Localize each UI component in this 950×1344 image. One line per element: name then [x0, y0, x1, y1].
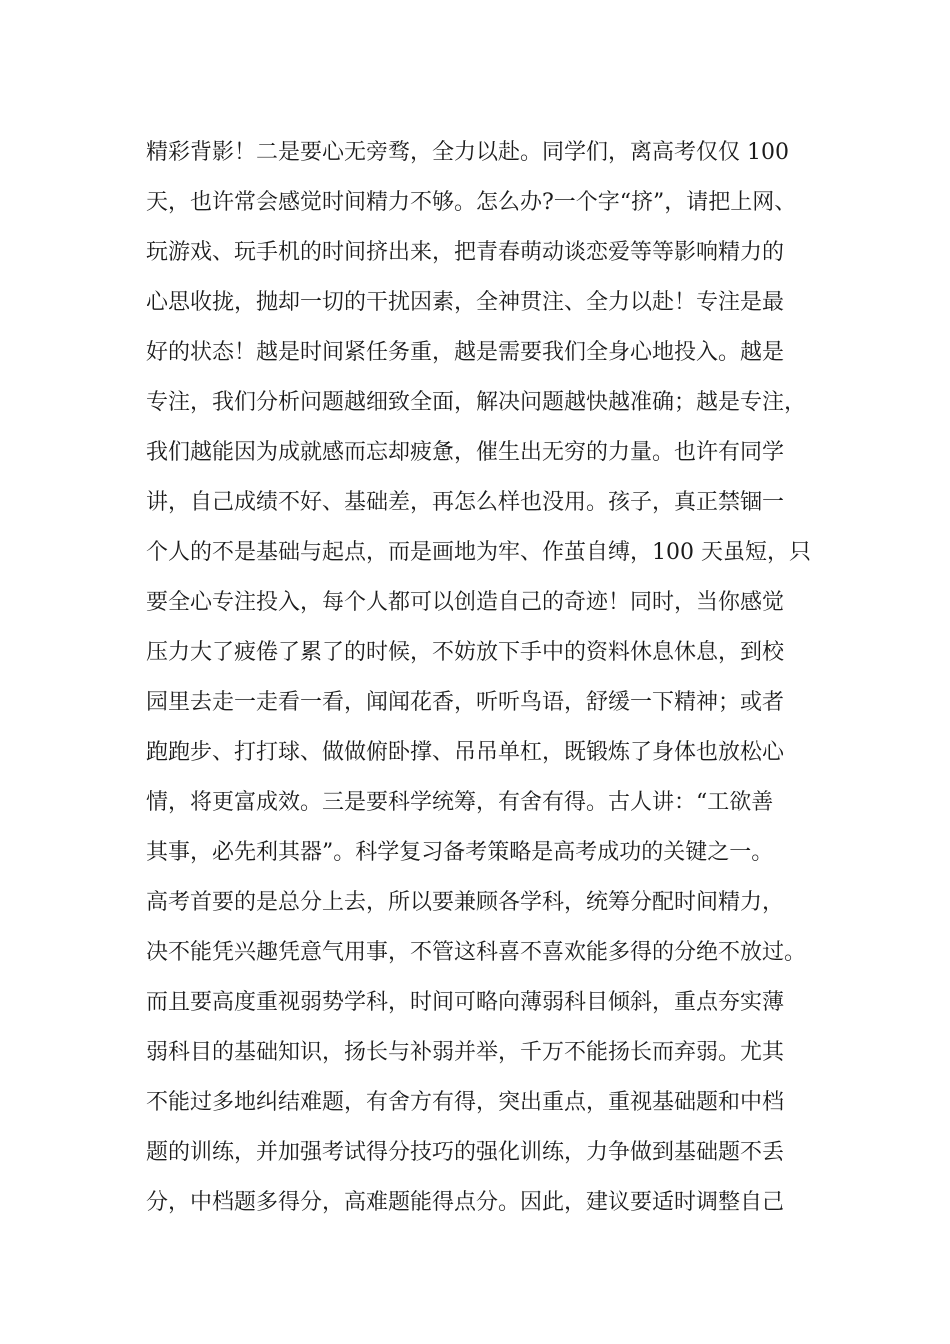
text-line: 不能过多地纠结难题，有舍方有得，突出重点，重视基础题和中档 — [146, 1090, 785, 1115]
text-line: 高考首要的是总分上去，所以要兼顾各学科，统筹分配时间精力， — [146, 890, 785, 915]
text-line: 讲，自己成绩不好、基础差，再怎么样也没用。孩子，真正禁锢一 — [146, 490, 785, 515]
text-line: 分，中档题多得分，高难题能得点分。因此，建议要适时调整自己 — [146, 1190, 785, 1215]
text-line: 题的训练，并加强考试得分技巧的强化训练，力争做到基础题不丢 — [146, 1140, 785, 1165]
text-line: 压力大了疲倦了累了的时候，不妨放下手中的资料休息休息，到校 — [146, 640, 785, 665]
text-line: 决不能凭兴趣凭意气用事，不管这科喜不喜欢能多得的分绝不放过。 — [146, 940, 807, 965]
text-line: 好的状态！越是时间紧任务重，越是需要我们全身心地投入。越是 — [146, 340, 785, 365]
text-line: 心思收拢，抛却一切的干扰因素，全神贯注、全力以赴！专注是最 — [146, 290, 785, 315]
text-line: 我们越能因为成就感而忘却疲惫，催生出无穷的力量。也许有同学 — [146, 440, 785, 465]
text-line: 玩游戏、玩手机的时间挤出来，把青春萌动谈恋爱等等影响精力的 — [146, 240, 785, 265]
text-line: 天，也许常会感觉时间精力不够。怎么办?一个字“挤”，请把上网、 — [146, 190, 797, 215]
text-line: 园里去走一走看一看，闻闻花香，听听鸟语，舒缓一下精神；或者 — [146, 690, 785, 715]
text-line: 个人的不是基础与起点，而是画地为牢、作茧自缚，100 天虽短，只 — [146, 540, 811, 565]
text-line: 弱科目的基础知识，扬长与补弱并举，千万不能扬长而弃弱。尤其 — [146, 1040, 785, 1065]
text-line: 情，将更富成效。三是要科学统筹，有舍有得。古人讲：“工欲善 — [146, 790, 774, 815]
text-line: 而且要高度重视弱势学科，时间可略向薄弱科目倾斜，重点夯实薄 — [146, 990, 785, 1015]
text-line: 精彩背影！二是要心无旁骛，全力以赴。同学们，离高考仅仅 100 — [146, 140, 789, 165]
body-text — [146, 131, 836, 1231]
text-line: 专注，我们分析问题越细致全面，解决问题越快越准确；越是专注， — [146, 390, 807, 415]
text-line: 要全心专注投入，每个人都可以创造自己的奇迹！同时，当你感觉 — [146, 590, 785, 615]
text-line: 跑跑步、打打球、做做俯卧撑、吊吊单杠，既锻炼了身体也放松心 — [146, 740, 785, 765]
text-line: 其事，必先利其器”。科学复习备考策略是高考成功的关键之一。 — [146, 840, 774, 865]
